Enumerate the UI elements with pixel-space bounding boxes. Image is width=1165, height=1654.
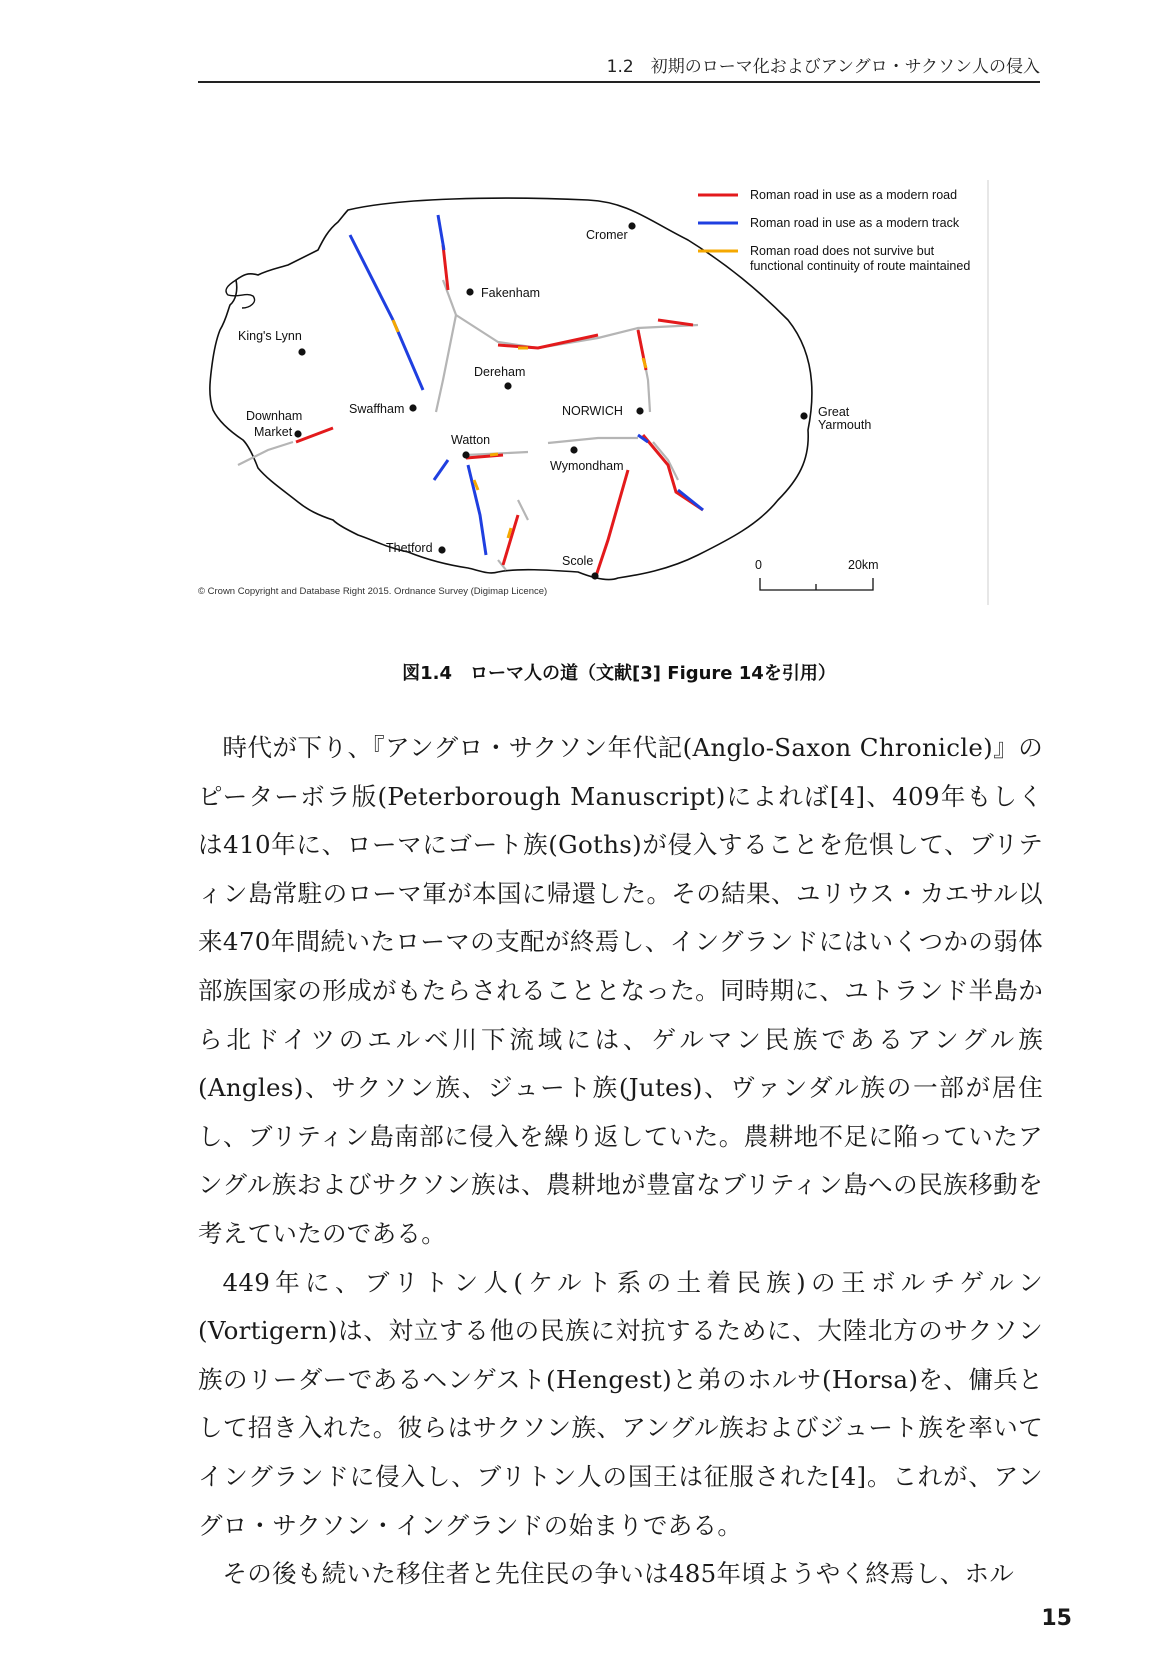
town-yarmouth: Yarmouth <box>818 418 872 432</box>
legend-label-continuity-2: functional continuity of route maintained <box>750 259 971 273</box>
legend-label-continuity-1: Roman road does not survive but <box>750 244 935 258</box>
norfolk-roman-roads-map <box>198 180 1040 640</box>
town-cromer: Cromer <box>586 228 628 242</box>
town-dereham: Dereham <box>474 365 526 379</box>
county-outline <box>210 198 812 579</box>
town-market: Market <box>254 425 293 439</box>
town-scole: Scole <box>562 554 594 568</box>
map-copyright: © Crown Copyright and Database Right 2015. Ordnance Survey (Digimap Licence) <box>198 586 548 597</box>
scale-bar <box>755 558 879 590</box>
town-downham: Downham <box>246 409 303 423</box>
roads-blue <box>350 215 703 555</box>
figure-caption: 図1.4 ローマ人の道（文献[3] Figure 14を引用） <box>402 663 836 684</box>
page-number: 15 <box>1041 1606 1072 1631</box>
running-header: 1.2 初期のローマ化およびアングロ・サクソン人の侵入 <box>606 57 1040 77</box>
town-kings-lynn: King's Lynn <box>238 329 302 343</box>
roads-grey <box>238 280 698 570</box>
town-watton: Watton <box>451 433 491 447</box>
town-norwich: NORWICH <box>562 404 623 418</box>
paragraph-2: 449年に、ブリトン人(ケルト系の土着民族)の王ボルチゲルン(Vortigern)は、対立する他の民族に対抗するために、大陸北方のサクソン族のリーダーであるヘンゲスト(Hengest)と弟のホルサ(Horsa)を、傭兵として招き入れた。彼らはサクソン族、アングル族およびジュート族を率いてイングランドに侵入し、ブリトン人の国王は征服された[4]。これが、アングロ・サクソン・イングランドの始まりである。 <box>198 1267 1043 1540</box>
paragraph-3: その後も続いた移住者と先住民の争いは485年頃ようやく終焉し、ホル <box>222 1559 1015 1589</box>
map-legend <box>698 188 970 273</box>
figure-map <box>198 180 1040 640</box>
paragraph-1: 時代が下り、『アングロ・サクソン年代記(Anglo-Saxon Chronicle)』のピーターボラ版(Peterborough Manuscript)によれば[4]、409年もしくは410年に、ローマにゴート族(Goths)が侵入することを危惧して、ブリティン島常駐のローマ軍が本国に帰還した。その結果、ユリウス・カエサル以来470年間続いたローマの支配が終焉し、イングランドにはいくつかの弱体部族国家の形成がもたらされることとなった。同時期に、ユトランド半島から北ドイツのエルベ川下流域には、ゲルマン民族であるアングル族(Angles)、サクソン族、ジュート族(Jutes)、ヴァンダル族の一部が居住し、ブリティン島南部に侵入を繰り返していた。農耕地不足に陥っていたアングル族およびサクソン族は、農耕地が豊富なブリティン島への民族移動を考えていたのである。 <box>198 733 1043 1248</box>
body-text <box>198 724 1043 1599</box>
town-thetford: Thetford <box>386 541 433 555</box>
town-swaffham: Swaffham <box>349 402 405 416</box>
town-fakenham: Fakenham <box>481 286 541 300</box>
town-great: Great <box>818 405 850 419</box>
header-rule <box>198 81 1040 83</box>
legend-label-modern-road: Roman road in use as a modern road <box>750 188 958 202</box>
legend-label-modern-track: Roman road in use as a modern track <box>750 216 960 230</box>
town-wymondham: Wymondham <box>550 459 624 473</box>
scale-start: 0 <box>755 558 762 572</box>
scale-end: 20km <box>848 558 879 572</box>
